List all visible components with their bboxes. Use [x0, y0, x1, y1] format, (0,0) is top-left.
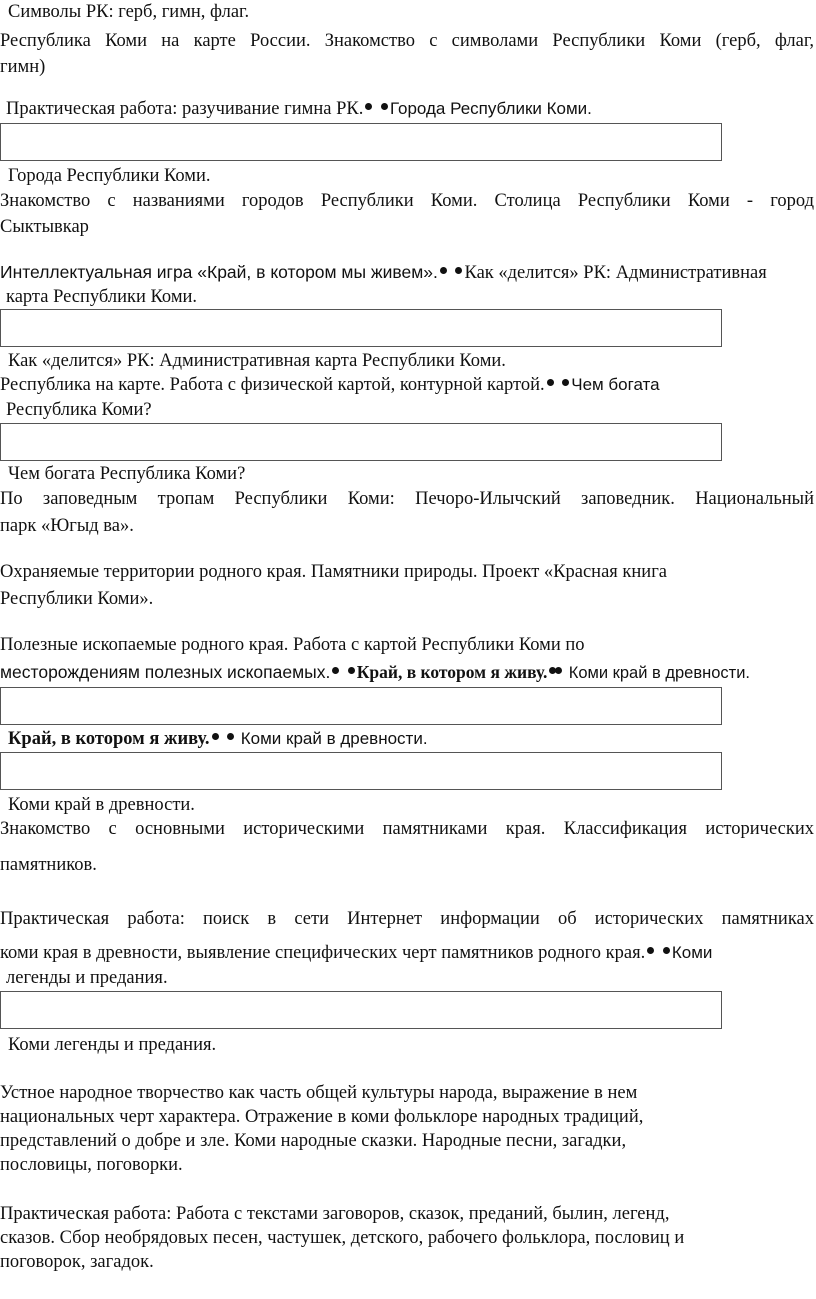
section-description-line — [0, 376, 660, 395]
next-topic-line: легенды и предания. — [6, 968, 168, 988]
paragraph-line: сказов. Сбор необрядовых песен, частушек, детского, рабочего фольклора, пословиц и — [0, 1228, 685, 1248]
bullet-icon — [647, 947, 654, 954]
paragraph-line — [0, 944, 712, 963]
paragraph-line: парк «Югыд ва». — [0, 516, 134, 536]
blank-field[interactable] — [0, 423, 722, 461]
bullet-icon — [547, 379, 554, 386]
section-title: Чем богата Республика Коми? — [8, 464, 246, 484]
blank-field[interactable] — [0, 752, 722, 790]
next-topic-text: Города Республики Коми. — [389, 99, 592, 118]
paragraph-line: Полезные ископаемые родного края. Работа с картой Республики Коми по — [0, 635, 585, 655]
section-description-line: Сыктывкар — [0, 217, 89, 237]
paragraph-line: памятников. — [0, 855, 97, 875]
paragraph-line: пословицы, поговорки. — [0, 1155, 183, 1175]
paragraph-line: поговорок, загадок. — [0, 1252, 154, 1272]
bullet-icon — [365, 103, 372, 110]
next-topic-text: Коми край в древности. — [240, 729, 428, 748]
bullet-icon — [381, 103, 388, 110]
paragraph-line: Устное народное творчество как часть общей культуры народа, выражение в нем — [0, 1083, 638, 1103]
blank-field[interactable] — [0, 687, 722, 725]
bullet-icon — [455, 267, 462, 274]
practice-line — [6, 100, 592, 119]
blank-field[interactable] — [0, 123, 722, 161]
section-description-line: Знакомство с названиями городов Республики Коми. Столица Республики Коми - город — [0, 191, 814, 211]
section-title: Коми легенды и предания. — [8, 1035, 217, 1055]
section-title-line — [8, 730, 428, 749]
bullet-icon — [562, 379, 569, 386]
section-description-line: Республика Коми на карте России. Знакомство с символами Республики Коми (герб, флаг, — [0, 31, 814, 51]
paragraph-line: Охраняемые территории родного края. Памятники природы. Проект «Красная книга — [0, 562, 668, 582]
bullet-icon — [440, 267, 447, 274]
bullet-icon — [555, 667, 562, 674]
bullet-icon — [212, 733, 219, 740]
paragraph-line: Республики Коми». — [0, 589, 154, 609]
bullet-icon — [332, 667, 339, 674]
paragraph-line — [0, 664, 750, 682]
section-title: Символы РК: герб, гимн, флаг. — [8, 2, 250, 22]
paragraph-line: национальных черт характера. Отражение в коми фольклоре народных традиций, — [0, 1107, 644, 1127]
section-title: Как «делится» РК: Административная карта Республики Коми. — [8, 351, 506, 371]
next-topic-text: Чем богата — [571, 375, 660, 394]
bullet-icon — [227, 733, 234, 740]
description-text: Республика на карте. Работа с физической картой, контурной картой. — [0, 375, 545, 395]
section-title: Край, в котором я живу. — [8, 729, 210, 749]
next-topic-line: карта Республики Коми. — [6, 287, 198, 307]
blank-field[interactable] — [0, 309, 722, 347]
next-topic-text: Как «делится» РК: Административная — [464, 263, 767, 283]
paragraph-line: Практическая работа: Работа с текстами заговоров, сказок, преданий, былин, легенд, — [0, 1204, 670, 1224]
bullet-icon — [663, 947, 670, 954]
section-description-line: гимн) — [0, 57, 46, 77]
game-text: Интеллектуальная игра «Край, в котором мы живем». — [0, 262, 438, 282]
paragraph-text: коми края в древности, выявление специфических черт памятников родного края. — [0, 943, 646, 963]
practice-text: Практическая работа: разучивание гимна РК. — [6, 99, 364, 119]
paragraph-line: По заповедным тропам Республики Коми: Печоро-Илычский заповедник. Национальный — [0, 489, 814, 509]
section-title: Коми край в древности. — [8, 795, 195, 815]
section-title: Города Республики Коми. — [8, 166, 211, 186]
paragraph-line: Практическая работа: поиск в сети Интернет информации об исторических памятниках — [0, 909, 814, 929]
next-topic-text: Коми — [671, 943, 713, 962]
next-topic-line: Республика Коми? — [6, 400, 152, 420]
paragraph-line: Знакомство с основными историческими памятниками края. Классификация исторических — [0, 819, 814, 839]
next-topic-text: Коми край в древности. — [568, 664, 751, 682]
paragraph-line: представлений о добре и зле. Коми народные сказки. Народные песни, загадки, — [0, 1131, 627, 1151]
blank-field[interactable] — [0, 991, 722, 1029]
next-topic-text: Край, в котором я живу. — [356, 662, 548, 682]
bullet-icon — [348, 667, 355, 674]
paragraph-text: месторождениям полезных ископаемых. — [0, 662, 331, 682]
game-line — [0, 264, 767, 283]
